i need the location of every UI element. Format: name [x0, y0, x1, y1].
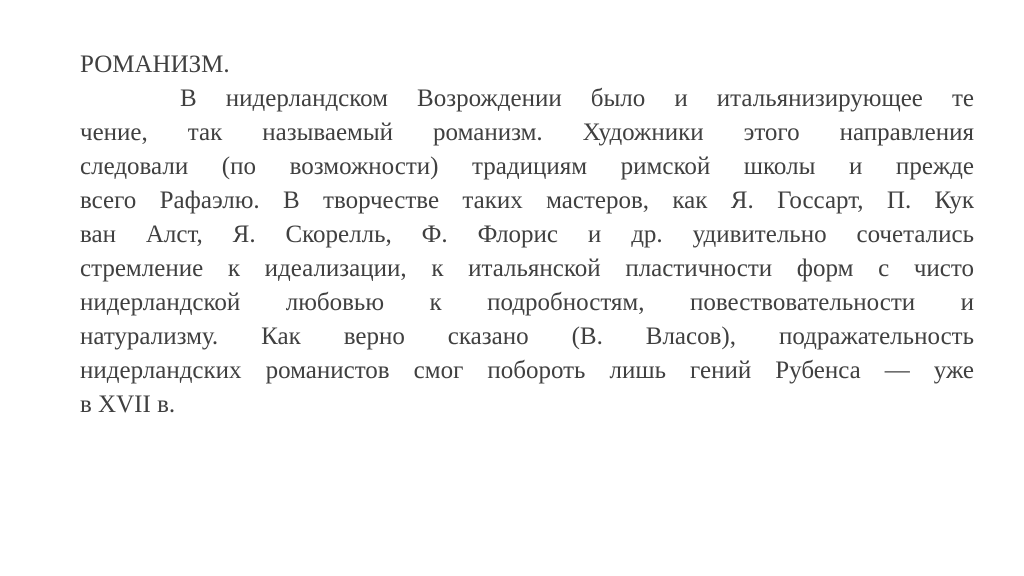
paragraph-line: нидерландских романистов смог побороть лишь гений Рубенса — уже [80, 357, 974, 384]
paragraph-line: стремление к идеализации, к итальянской пластичности форм с чисто [80, 255, 974, 282]
heading: РОМАНИЗМ. [80, 51, 230, 78]
paragraph-line: следовали (по возможности) традициям римской школы и прежде [80, 153, 974, 180]
paragraph-line: нидерландской любовью к подробностям, повествовательности и [80, 289, 974, 316]
text-block [80, 48, 974, 422]
paragraph-line: чение, так называемый романизм. Художники этого направления [80, 119, 974, 146]
paragraph-line: ван Алст, Я. Скорелль, Ф. Флорис и др. удивительно сочетались [80, 221, 974, 248]
paragraph-line: в XVII в. [80, 391, 176, 418]
paragraph-line: всего Рафаэлю. В творчестве таких мастеров, как Я. Госсарт, П. Кук [80, 187, 974, 214]
paragraph-line: натурализму. Как верно сказано (В. Власов), подражательность [80, 323, 974, 350]
paragraph-line: В нидерландском Возрождении было и итальянизирующее те [180, 85, 974, 112]
